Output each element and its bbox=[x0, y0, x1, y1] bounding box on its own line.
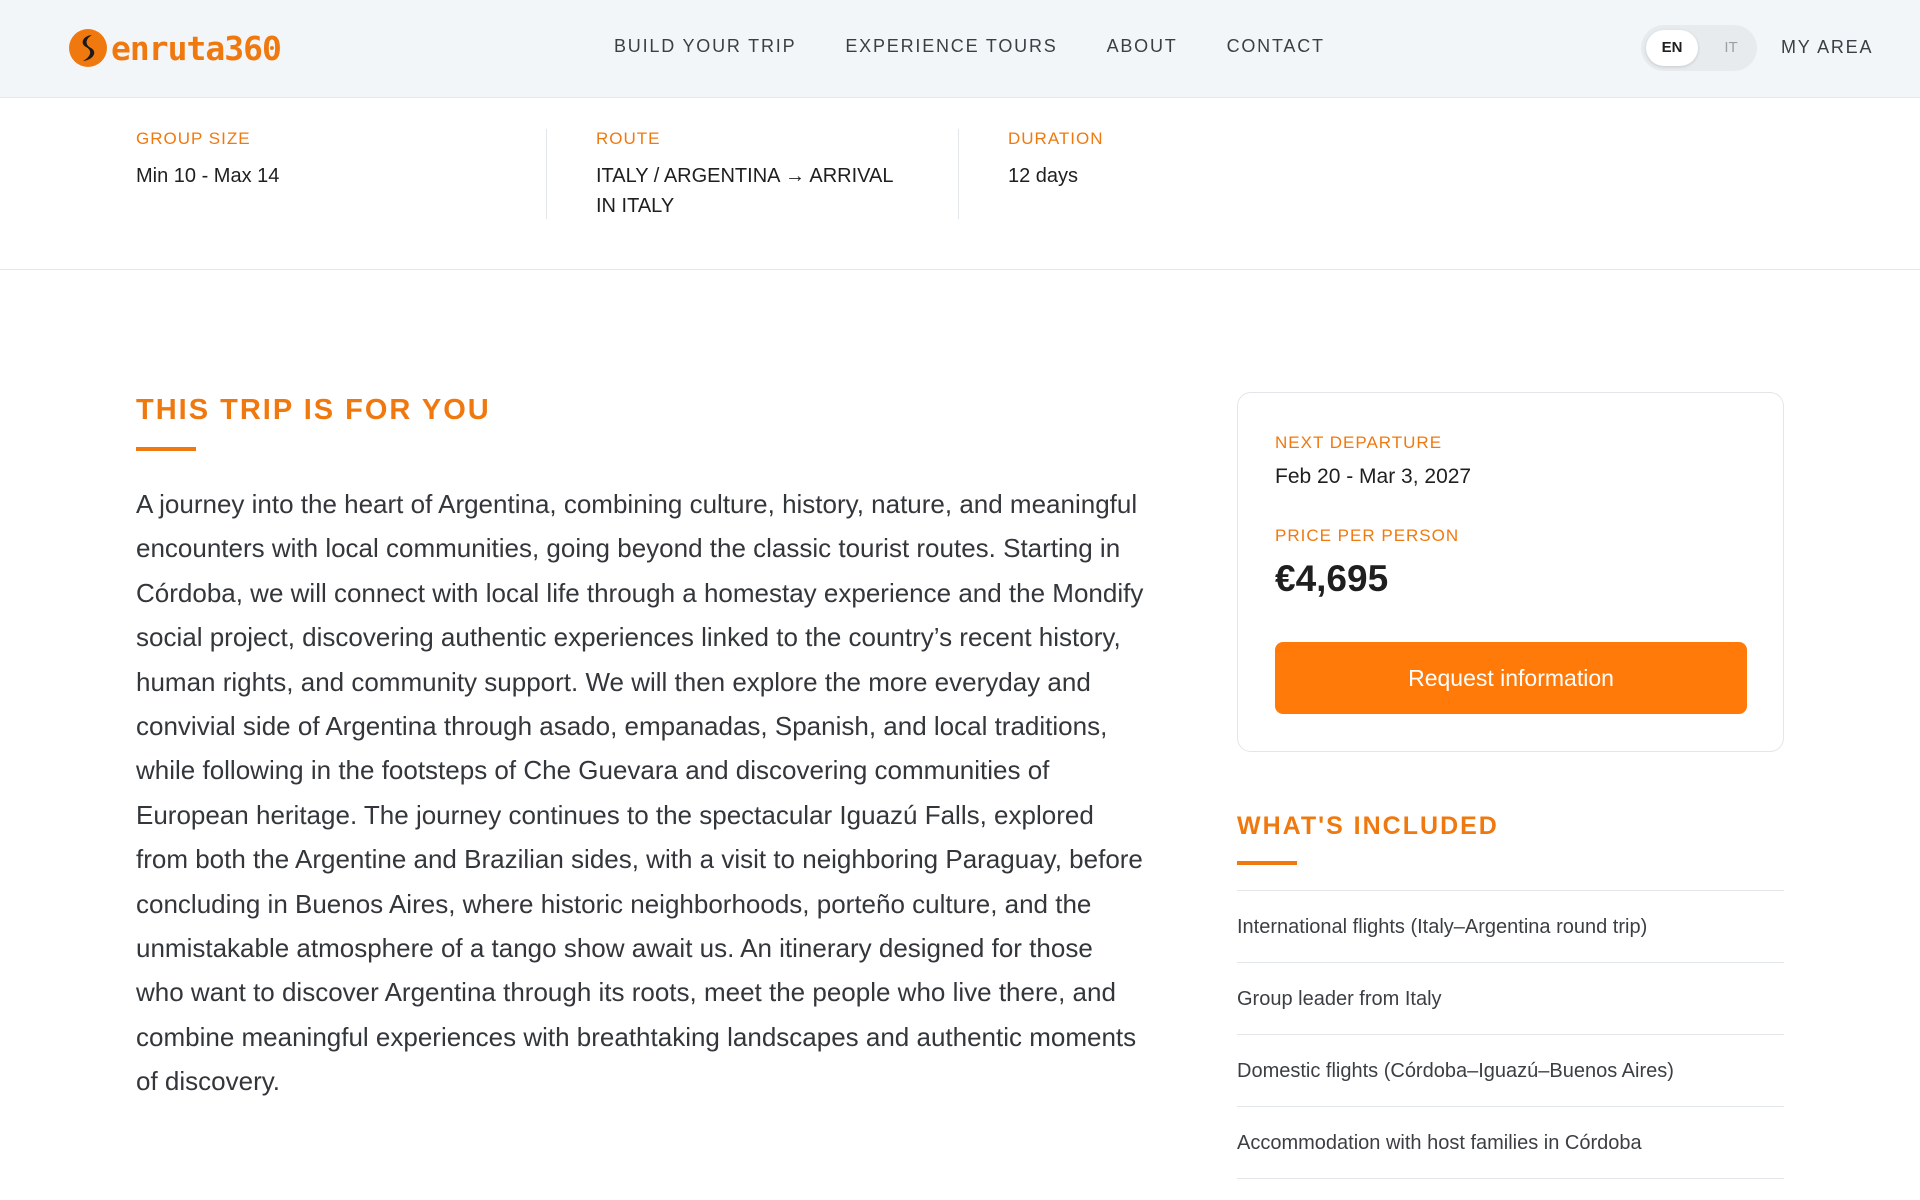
logo[interactable] bbox=[68, 28, 281, 68]
title-underline bbox=[1237, 861, 1297, 865]
route-value-line1: ITALY / ARGENTINA → ARRIVAL bbox=[596, 165, 894, 187]
main-nav bbox=[614, 36, 1374, 57]
price-label: PRICE PER PERSON bbox=[1275, 526, 1460, 545]
lang-it-option[interactable]: IT bbox=[1724, 39, 1738, 56]
trip-description: A journey into the heart of Argentina, combining culture, history, nature, and meaningful encounters with local communities, going beyond the classic tourist routes. Starting in Córdoba, we will connect with local life through a homestay experience and the Mondify social project, discovering authentic experiences linked to the country’s recent history, human rights, and community support. We will then explore the more everyday and convivial side of Argentina through asado, empanadas, Spanish, and local traditions, while following in the footsteps of Che Guevara and discovering communities of European heritage. The journey continues to the spectacular Iguazú Falls, explored from both the Argentine and Brazilian sides, with a visit to neighboring Paraguay, before concluding in Buenos Aires, where historic neighborhoods, porteño culture, and the unmistakable atmosphere of a tango show await us. An itinerary designed for those who want to discover Argentina through its roots, meet the people who live there, and combine meaningful experiences with breathtaking landscapes and authentic moments of discovery. bbox=[136, 489, 1144, 1097]
lang-en-option[interactable]: EN bbox=[1646, 30, 1698, 66]
list-item: International flights (Italy–Argentina round trip) bbox=[1237, 891, 1784, 963]
included-list bbox=[1237, 890, 1784, 1179]
trip-info-strip bbox=[0, 99, 1920, 270]
language-toggle[interactable] bbox=[1641, 25, 1757, 71]
group-size-label: GROUP SIZE bbox=[136, 129, 251, 148]
whats-included-title: WHAT'S INCLUDED bbox=[1237, 812, 1499, 840]
my-area-link[interactable]: MY AREA bbox=[1781, 37, 1874, 57]
info-divider bbox=[546, 129, 547, 219]
title-underline bbox=[136, 447, 196, 451]
nav-about[interactable]: ABOUT bbox=[1106, 36, 1178, 56]
duration-label: DURATION bbox=[1008, 129, 1104, 148]
list-item: Domestic flights (Córdoba–Iguazú–Buenos Aires) bbox=[1237, 1035, 1784, 1107]
nav-build-your-trip[interactable]: BUILD YOUR TRIP bbox=[614, 36, 797, 56]
price-value: €4,695 bbox=[1275, 558, 1389, 599]
route-value-line2: IN ITALY bbox=[596, 195, 675, 217]
logo-text: enruta360 bbox=[111, 28, 281, 68]
duration-block bbox=[1008, 129, 1104, 191]
booking-card bbox=[1237, 392, 1784, 752]
group-size-value: Min 10 - Max 14 bbox=[136, 165, 280, 187]
nav-contact[interactable]: CONTACT bbox=[1226, 36, 1325, 56]
info-divider bbox=[958, 129, 959, 219]
route-label: ROUTE bbox=[596, 129, 661, 148]
trip-for-you-title: THIS TRIP IS FOR YOU bbox=[136, 394, 491, 426]
logo-mark-icon bbox=[68, 28, 108, 68]
next-departure-label: NEXT DEPARTURE bbox=[1275, 433, 1443, 452]
list-item: Group leader from Italy bbox=[1237, 963, 1784, 1035]
group-size-block bbox=[136, 129, 279, 191]
request-information-button[interactable]: Request information bbox=[1275, 642, 1747, 714]
route-block bbox=[596, 129, 894, 221]
duration-value: 12 days bbox=[1008, 165, 1079, 187]
next-departure-date: Feb 20 - Mar 3, 2027 bbox=[1275, 465, 1472, 488]
nav-experience-tours[interactable]: EXPERIENCE TOURS bbox=[845, 36, 1058, 56]
site-header bbox=[0, 0, 1920, 98]
list-item: Accommodation with host families in Córdoba bbox=[1237, 1107, 1784, 1179]
